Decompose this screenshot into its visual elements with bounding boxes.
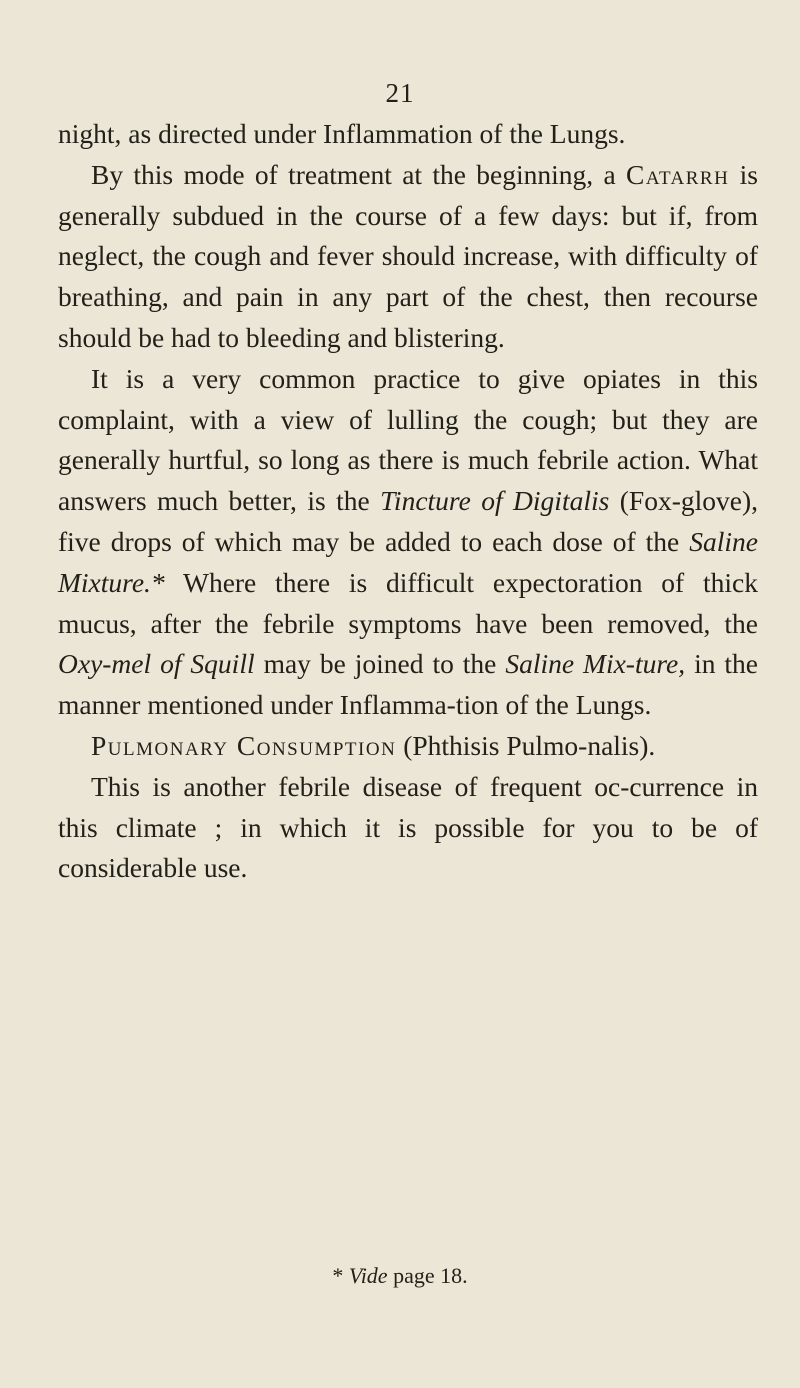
p3-text-e: Where there is difficult expectoration of thick mucus, after the febrile symptoms have been removed, the [58,566,758,639]
p3-text-c: (Fox-glove), five drops of which may be added to each dose of the [58,485,759,557]
footnote [0,1263,800,1289]
footnote-marker: * [332,1263,344,1288]
p4-text: (Phthisis Pulmo-nalis). [403,729,656,761]
p3-italic-oxymel: Oxy-mel of Squill [58,648,255,680]
page-number: 21 [385,78,415,108]
footnote-text: page 18. [393,1263,468,1288]
p2-heading-catarrh: Catarrh [626,158,730,190]
p3-italic-saline: Saline Mixture.* [58,525,758,598]
paragraph-1: night, as directed under Inflammation of the Lungs. [58,118,626,149]
p3-italic-saline-mixture: Saline Mix-ture, [505,648,686,680]
p3-text-g: may be joined to the [263,648,497,680]
p2-text-a: By this mode of treatment at the beginning, a [91,158,616,190]
paragraph-5: This is another febrile disease of frequent oc-currence in this climate ; in which it is possible for you to be of considerable use. [58,770,758,884]
p3-text-i: in the manner mentioned under Inflamma-tion of the Lungs. [58,648,758,721]
footnote-italic: Vide [348,1263,388,1288]
p3-italic-digitalis: Tincture of Digitalis [380,485,610,517]
paragraph-4 [58,726,758,767]
p4-heading-consumption: Pulmonary Consumption [91,729,397,761]
body-text [58,114,758,889]
paragraph-2 [58,155,758,359]
p2-text-b: is generally subdued in the course of a few days: but if, from neglect, the cough and fever should increase, with difficulty of breathing, and pain in any part of the chest, then recourse should be had to bleeding and blistering. [58,158,758,353]
p3-text-a: It is a very common practice to give opiates in this complaint, with a view of lulling the cough; but they are generally hurtful, so long as there is much febrile action. What answers much better, is the [58,362,758,517]
paragraph-3 [58,359,758,726]
